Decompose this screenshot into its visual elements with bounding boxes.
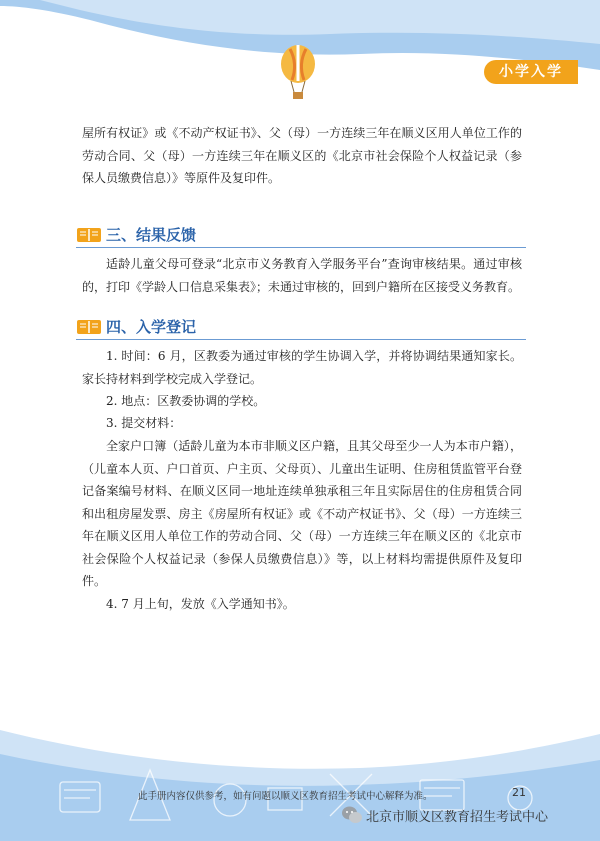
enrollment-item-notice: 4. 7 月上旬，发放《入学通知书》。	[106, 597, 295, 611]
open-book-icon	[76, 318, 102, 336]
watermark-text: 北京市顺义区教育招生考试中心	[366, 810, 549, 825]
section-header-enrollment	[76, 316, 526, 340]
enrollment-item-materials: 3. 提交材料：	[106, 416, 182, 430]
section-badge: 小学入学	[484, 60, 578, 84]
hot-air-balloon-icon	[276, 44, 320, 104]
enrollment-item-time: 1. 时间：6 月，区教委为通过审核的学生协调入学，并将协调结果通知家长。家长持材料到学校完成入学登记。	[82, 349, 522, 386]
page-number: 21	[512, 786, 526, 799]
section-title: 四、入学登记	[106, 318, 197, 336]
enrollment-materials-detail: 全家户口簿（适龄儿童为本市非顺义区户籍，且其父母至少一人为本市户籍），（儿童本人页、户口首页、户主页、父母页）、儿童出生证明、住房租赁监管平台登记备案编号材料、在顺义区同一地址连续单独承租三年且实际居住的住房租赁合同和出租房屋发票、房主《房屋所有权证》或《不动产权证书》、父（母）一方连续三年在顺义区用人单位工作的劳动合同、父（母）一方连续三年在顺义区的《北京市社会保险个人权益记录（参保人员缴费信息）》等，以上材料均需提供原件及复印件。	[82, 439, 522, 588]
result-paragraph: 适龄儿童父母可登录“北京市义务教育入学服务平台”查询审核结果。通过审核的，打印《学龄人口信息采集表》；未通过审核的，回到户籍所在区接受义务教育。	[82, 257, 522, 294]
section-header-result	[76, 224, 526, 248]
wechat-icon	[341, 805, 363, 825]
enrollment-item-location: 2. 地点：区教委协调的学校。	[106, 394, 266, 408]
disclaimer-note: 此手册内容仅供参考，如有问题以顺义区教育招生考试中心解释为准。	[138, 791, 433, 802]
section-divider	[76, 247, 526, 248]
section-divider	[76, 339, 526, 340]
intro-paragraph: 屋所有权证》或《不动产权证书》、父（母）一方连续三年在顺义区用人单位工作的劳动合同、父（母）一方连续三年在顺义区的《北京市社会保险个人权益记录（参保人员缴费信息）》等原件及复印件。	[82, 126, 522, 185]
open-book-icon	[76, 226, 102, 244]
section-title: 三、结果反馈	[106, 226, 197, 244]
